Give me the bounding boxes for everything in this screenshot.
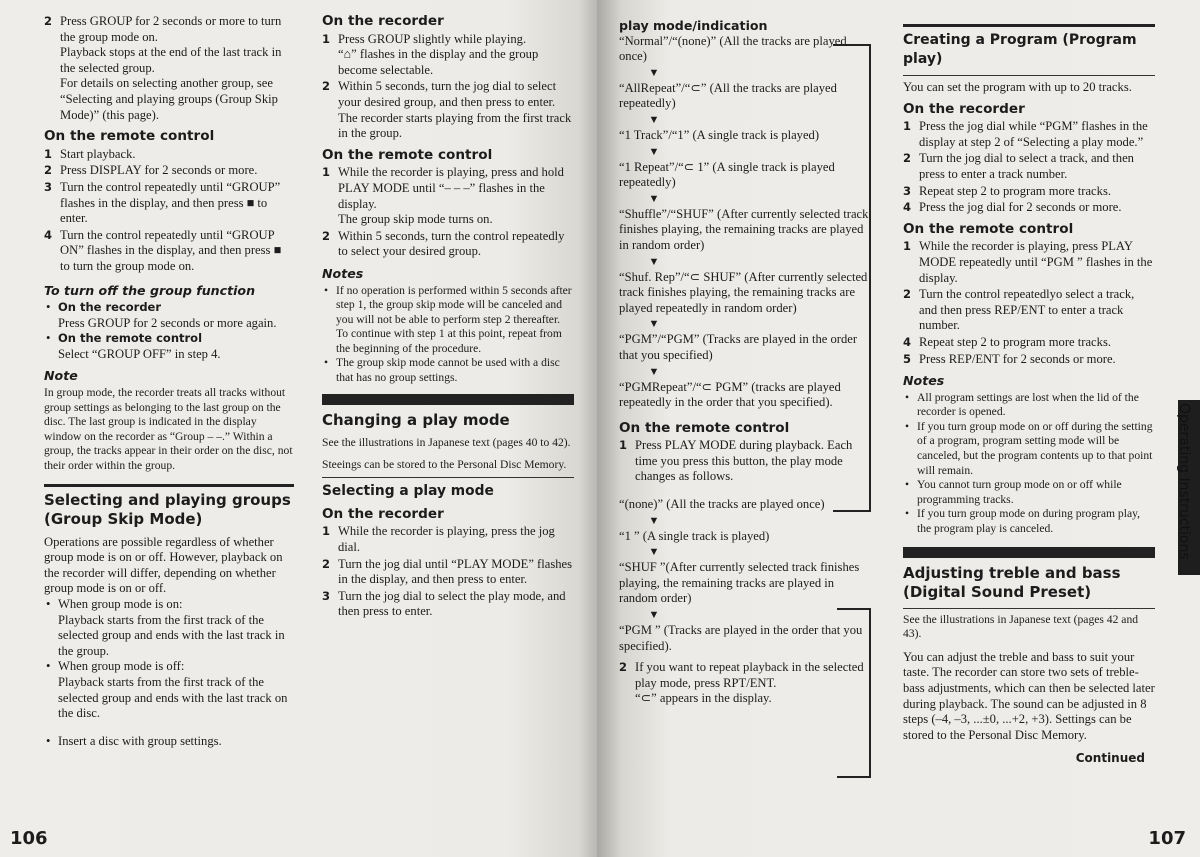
step-item <box>44 14 294 123</box>
remote-heading-2: On the remote control <box>322 146 493 163</box>
step-number: 4 <box>903 334 912 349</box>
down-arrow-icon: ▼ <box>648 318 660 331</box>
bullet-lead: When group mode is on: <box>58 597 183 611</box>
continued-label: Continued <box>1075 751 1145 766</box>
bullet-text: All program settings are lost when the lid of the recorder is opened. <box>917 390 1139 419</box>
notes-list <box>322 284 574 386</box>
note-heading: Note <box>44 368 78 384</box>
bullet-text: If you turn group mode on or off during the setting of a program, program setting mode will be canceled, but the program contents up to that point will remain. <box>917 419 1153 477</box>
group-skip-recorder-steps <box>322 32 574 142</box>
step-number: 3 <box>903 183 912 198</box>
turn-off-label: On the recorder <box>58 300 162 315</box>
notes-heading: Notes <box>322 265 364 281</box>
remote-mode-flow <box>619 497 871 654</box>
step-item <box>44 147 294 163</box>
note-item <box>322 356 574 385</box>
remote-heading: On the remote control <box>44 128 215 145</box>
step-text: Within 5 seconds, turn the control repeatedly to select your desired group. <box>338 228 565 259</box>
turn-off-heading: To turn off the group function <box>44 282 256 298</box>
changing-title: Changing a play mode <box>322 410 510 429</box>
step-number: 2 <box>903 287 912 302</box>
step-item <box>322 524 574 555</box>
turn-off-text: Select “GROUP OFF” in step 4. <box>58 346 221 361</box>
step-detail: Playback stops at the end of the last track in the selected group. <box>60 45 282 75</box>
treble-bar <box>903 547 1155 558</box>
program-remote-steps <box>903 239 1155 367</box>
bullet-dot: • <box>46 597 51 611</box>
step-item <box>903 352 1155 368</box>
step-item <box>903 151 1155 182</box>
turn-off-item <box>44 331 294 362</box>
bullet-text: You cannot turn group mode on or off while programming tracks. <box>917 478 1122 506</box>
step-item <box>903 119 1155 150</box>
note-item <box>903 391 1155 420</box>
turn-off-text: Press GROUP for 2 seconds or more again. <box>58 315 277 330</box>
bullet-dot: • <box>905 390 910 404</box>
step-item <box>44 163 294 179</box>
right-column-2 <box>903 20 1155 767</box>
remote-steps <box>44 147 294 275</box>
note-item <box>903 420 1155 478</box>
play-mode-option: “Shuffle”/“SHUF” (After currently selected track finishes playing, the remaining tracks are played in random order) <box>619 206 869 252</box>
step-number: 2 <box>322 79 331 94</box>
step-number: 1 <box>903 119 912 134</box>
down-arrow-icon: ▼ <box>648 365 660 378</box>
page-number-left: 106 <box>10 828 48 849</box>
remote-step-2 <box>619 660 871 707</box>
step-number: 4 <box>44 227 53 242</box>
program-intro: You can set the program with up to 20 tracks. <box>903 80 1132 94</box>
step-number: 2 <box>903 151 912 166</box>
step-item <box>903 239 1155 286</box>
step-text: Press DISPLAY for 2 seconds or more. <box>60 163 258 178</box>
step-number: 2 <box>322 228 331 243</box>
bullet-text: Playback starts from the first track of the selected group and ends with the last track in the group. <box>58 612 285 658</box>
step-item <box>322 589 574 620</box>
step-text: Start playback. <box>60 146 136 161</box>
step-item <box>322 79 574 141</box>
section-intro: Operations are possible regardless of whether group mode is on or off. However, playback on the recorder will differ, depending on whether group mode is on or off. <box>44 534 283 596</box>
step-detail: “⌂” flashes in the display and the group become selectable. <box>338 47 539 77</box>
down-arrow-icon: ▼ <box>648 192 660 205</box>
step-item <box>322 165 574 227</box>
step-number: 1 <box>322 524 331 539</box>
program-notes <box>903 391 1155 537</box>
remote-mode-option: “SHUF ”(After currently selected track finishes playing, the remaining tracks are played in random order) <box>619 560 860 606</box>
step-text: While the recorder is playing, press PLAY MODE repeatedly until “PGM ” flashes in the display. <box>919 239 1153 285</box>
page-number-right: 107 <box>1148 828 1186 849</box>
step-text: Press GROUP for 2 seconds or more to turn the group mode on. <box>60 14 282 44</box>
step-item <box>619 438 871 485</box>
step-text: Press the jog dial while “PGM” flashes in the display at step 2 of “Selecting a play mode.” <box>919 119 1148 149</box>
program-rule <box>903 24 1155 27</box>
note-text: In group mode, the recorder treats all tracks without group settings as belonging to the last group on the disc. The last group is indicated in the display window on the recorder as “Group – –.” Within a group, the tracks appear in their order on the disc, not their order within the group. <box>44 386 293 473</box>
bullet-lead: When group mode is off: <box>58 659 185 674</box>
step-text: Press GROUP slightly while playing. <box>338 31 527 46</box>
selecting-title: Selecting a play mode <box>322 482 494 499</box>
bullet-text: Playback starts from the first track of the selected group and ends with the last track on the disc. <box>58 674 288 721</box>
step-number: 4 <box>903 200 912 215</box>
step-number: 1 <box>322 165 331 180</box>
step-item <box>619 660 871 707</box>
turn-off-item <box>44 300 294 331</box>
bullet-dot: • <box>905 419 910 433</box>
step-text: Turn the jog dial until “PLAY MODE” flashes in the display, and then press to enter. <box>338 556 573 587</box>
step-number: 1 <box>619 438 628 453</box>
changing-p1: See the illustrations in Japanese text (pages 40 to 42). <box>322 435 571 449</box>
step-item <box>44 228 294 275</box>
step-number: 1 <box>44 146 53 161</box>
remote-heading-4: On the remote control <box>903 220 1074 237</box>
bullet-text: If no operation is performed within 5 seconds after step 1, the group skip mode will be canceled and you will not be able to perform step 2 thereafter. To continue with step 1 at this point, repeat from the beginning of the procedure. <box>336 283 572 355</box>
section-divider <box>44 484 294 487</box>
bullet-dot: • <box>46 659 51 674</box>
play-mode-option: “1 Track”/“1” (A single track is played) <box>619 127 820 142</box>
step-text: Turn the jog dial to select the play mode, and then press to enter. <box>338 588 566 619</box>
step-number: 1 <box>903 239 912 254</box>
down-arrow-icon: ▼ <box>648 609 660 622</box>
remote-mode-option: “1 ” (A single track is played) <box>619 528 770 543</box>
recorder-heading-2: On the recorder <box>903 100 1025 117</box>
treble-p2: You can adjust the treble and bass to suit your taste. The recorder can store two sets of treble-bass adjustments, which can then be selected later during playback. The sound can be adjusted in 8 steps (–4, –3, ...±0, ...+2, +3). Settings can be stored to the Personal Disc Memory. <box>903 649 1155 742</box>
bullet-dot: • <box>324 283 329 297</box>
play-mode-option: “PGM”/“PGM” (Tracks are played in the order that you specified) <box>619 332 858 362</box>
step-text: Repeat step 2 to program more tracks. <box>919 183 1111 198</box>
step-item <box>903 335 1155 351</box>
step-text: Turn the control repeatedly until “GROUP” flashes in the display, and then press ■ to enter. <box>60 179 281 226</box>
play-mode-option: “1 Repeat”/“⊂ 1” (A single track is played repeatedly) <box>619 159 835 190</box>
step-text: Press REP/ENT for 2 seconds or more. <box>919 351 1116 366</box>
side-tab-label: Operating Instructions <box>1176 403 1192 560</box>
mode-bullet <box>44 659 294 721</box>
group-mode-steps <box>44 14 294 123</box>
down-arrow-icon: ▼ <box>648 145 660 158</box>
step-item <box>903 287 1155 334</box>
step-text: While the recorder is playing, press the jog dial. <box>338 524 555 555</box>
bullet-dot: • <box>46 300 51 315</box>
treble-p1: See the illustrations in Japanese text (pages 42 and 43). <box>903 612 1139 641</box>
left-page <box>0 0 597 857</box>
turn-off-list <box>44 300 294 362</box>
section-bar <box>322 394 574 405</box>
bullet-text: The group skip mode cannot be used with a disc that has no group settings. <box>336 356 560 385</box>
step-number: 2 <box>44 14 53 28</box>
subsection-rule <box>322 477 574 478</box>
bullet-dot: • <box>905 507 910 521</box>
step-text: While the recorder is playing, press and hold PLAY MODE until “– – –” flashes in the display. <box>338 165 564 211</box>
step-item <box>44 180 294 227</box>
remote-mode-option: “PGM ” (Tracks are played in the order that you specified). <box>619 623 863 653</box>
note-item <box>903 507 1155 536</box>
down-arrow-icon: ▼ <box>648 514 660 527</box>
treble-underline <box>903 608 1155 609</box>
step-text: Within 5 seconds, turn the jog dial to select your desired group, and then press to enter. <box>338 79 557 109</box>
bullet-dot: • <box>324 356 329 370</box>
changing-p2: Steeings can be stored to the Personal Disc Memory. <box>322 458 567 472</box>
step-number: 3 <box>44 179 53 194</box>
right-page <box>597 0 1200 857</box>
right-column-1 <box>619 18 871 708</box>
notes-heading-2: Notes <box>903 373 945 389</box>
step-text: Turn the control repeatedly until “GROUP ON” flashes in the display, and then press ■ to turn the group mode on. <box>60 227 282 273</box>
note-item <box>903 478 1155 507</box>
down-arrow-icon: ▼ <box>648 546 660 559</box>
bullet-text: If you turn group mode on during program play, the program play is canceled. <box>917 507 1141 536</box>
sel-recorder-heading: On the recorder <box>322 505 444 522</box>
step-item <box>322 229 574 260</box>
remote-mode-option: “(none)” (All the tracks are played once) <box>619 497 825 512</box>
program-title-underline <box>903 75 1155 76</box>
step-number: 3 <box>322 588 331 603</box>
program-title: Creating a Program (Program play) <box>903 32 1137 67</box>
play-mode-option: “PGMRepeat”/“⊂ PGM” (tracks are played repeatedly in the order that you specified). <box>619 379 841 410</box>
step-item <box>903 184 1155 200</box>
mode-bullet <box>44 597 294 659</box>
section-bullets <box>44 597 294 722</box>
step-text: If you want to repeat playback in the selected play mode, press RPT/ENT. <box>635 660 864 690</box>
play-mode-option: “AllRepeat”/“⊂” (All the tracks are played repeatedly) <box>619 80 837 111</box>
step-detail: “⊂” appears in the display. <box>635 691 772 706</box>
step-text: Press PLAY MODE during playback. Each time you press this button, the play mode changes as follows. <box>635 438 853 484</box>
play-mode-option: “Normal”/“(none)” (All the tracks are played once) <box>619 33 847 64</box>
left-column-1 <box>44 14 294 749</box>
group-skip-remote-steps <box>322 165 574 260</box>
down-arrow-icon: ▼ <box>648 255 660 268</box>
step-detail: For details on selecting another group, see “Selecting and playing groups (Group Skip Mode)” (this page). <box>60 76 278 122</box>
step-detail: The recorder starts playing from the first track in the group. <box>338 110 572 141</box>
step-text: Repeat step 2 to program more tracks. <box>919 334 1111 349</box>
step-number: 2 <box>619 660 628 675</box>
flow-heading: play mode/indication <box>619 18 768 33</box>
step-detail: The group skip mode turns on. <box>338 212 493 227</box>
step-number: 2 <box>322 556 331 571</box>
bullet-dot: • <box>905 478 910 492</box>
play-mode-option: “Shuf. Rep”/“⊂ SHUF” (After currently selected track finishes playing, the remaining tracks are played repeatedly in random order) <box>619 269 868 315</box>
recorder-heading: On the recorder <box>322 13 444 29</box>
remote-step-1 <box>619 438 871 485</box>
down-arrow-icon: ▼ <box>648 113 660 126</box>
select-play-mode-steps <box>322 524 574 620</box>
treble-title: Adjusting treble and bass (Digital Sound Preset) <box>903 563 1121 601</box>
step-item <box>322 32 574 79</box>
step-text: Turn the jog dial to select a track, and then press to enter a track number. <box>919 151 1134 181</box>
remote-heading-3: On the remote control <box>619 419 790 436</box>
left-column-2 <box>322 14 574 621</box>
step-number: 5 <box>903 351 912 366</box>
program-recorder-steps <box>903 119 1155 216</box>
step-number: 1 <box>322 31 331 46</box>
down-arrow-icon: ▼ <box>648 66 660 79</box>
step-text: Press the jog dial for 2 seconds or more. <box>919 200 1122 215</box>
insert-bullet: • Insert a disc with group settings. <box>46 733 222 748</box>
step-number: 2 <box>44 163 53 178</box>
section-title: Selecting and playing groups (Group Skip Mode) <box>44 490 291 528</box>
step-text: Turn the control repeatedlyo select a track, and then press REP/ENT to enter a track number. <box>919 287 1135 333</box>
step-item <box>903 200 1155 216</box>
bullet-dot: • <box>46 331 51 346</box>
turn-off-label: On the remote control <box>58 331 203 346</box>
note-item <box>322 284 574 357</box>
step-item <box>322 557 574 588</box>
